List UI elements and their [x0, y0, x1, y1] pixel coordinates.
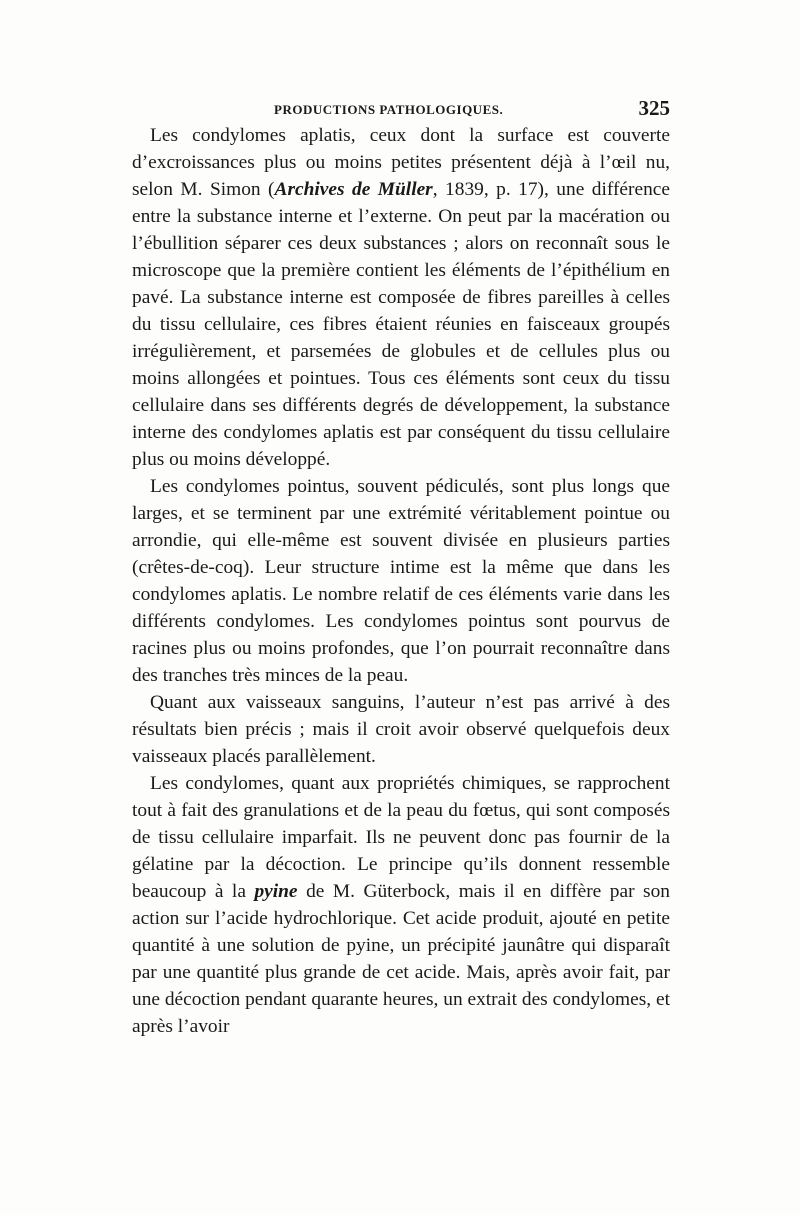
paragraph-condylomes-aplatis [132, 122, 670, 473]
journal-title: Archives de Müller [274, 179, 433, 200]
running-title: PRODUCTIONS PATHOLOGIQUES. [274, 102, 504, 117]
page-number: 325 [638, 96, 670, 120]
paragraph-proprietes-chimiques [132, 770, 670, 1040]
running-header [132, 96, 670, 124]
body-text [132, 122, 670, 1040]
italic-term-pyine: pyine [254, 881, 298, 902]
paragraph-text: Quant aux vaisseaux sanguins, l’auteur n’est pas arrivé à des résultats bien précis ; mais il croit avoir observé quelquefois deux vaisseaux placés parallèlement. [132, 692, 670, 767]
paragraph-text: Les condylomes aplatis, ceux dont la surface est couverte d’excroissances plus ou moins petites présentent déjà à l’œil nu, selon M. Simon ( [132, 125, 670, 200]
paragraph-text: , 1839, p. 17), une différence entre la substance interne et l’externe. On peut par la macération ou l’ébullition séparer ces deux substances ; alors on reconnaît sous le microscope que la première contient les éléments de l’épithélium en pavé. La substance interne est composée de fibres pareilles à celles du tissu cellulaire, ces fibres étaient réunies en faisceaux groupés irrégulièrement, et parsemées de globules et de cellules plus ou moins allongées et pointues. Tous ces éléments sont ceux du tissu cellulaire dans ses différents degrés de développement, la substance interne des condylomes aplatis est par conséquent du tissu cellulaire plus ou moins développé. [132, 179, 670, 470]
paragraph-text: Les condylomes, quant aux propriétés chimiques, se rapprochent tout à fait des granulations et de la peau du fœtus, qui sont composés de tissu cellulaire imparfait. Ils ne peuvent donc pas fournir de la gélatine par la décoction. Le principe qu’ils donnent ressemble beaucoup à la [132, 773, 670, 902]
paragraph-text: de M. Güterbock, mais il en diffère par son action sur l’acide hydrochlorique. Cet acide produit, ajouté en petite quantité à une solution de pyine, un précipité jaunâtre qui disparaît par une quantité plus grande de cet acide. Mais, après avoir fait, par une décoction pendant quarante heures, un extrait des condylomes, et après l’avoir [132, 881, 670, 1037]
paragraph-vaisseaux-sanguins [132, 689, 670, 770]
paragraph-condylomes-pointus [132, 473, 670, 689]
paragraph-text: Les condylomes pointus, souvent pédiculés, sont plus longs que larges, et se terminent par une extrémité véritablement pointue ou arrondie, qui elle-même est souvent divisée en plusieurs parties (crêtes-de-coq). Leur structure intime est la même que dans les condylomes aplatis. Le nombre relatif de ces éléments varie dans les différents condylomes. Les condylomes pointus sont pourvus de racines plus ou moins profondes, que l’on pourrait reconnaître dans des tranches très minces de la peau. [132, 476, 670, 686]
